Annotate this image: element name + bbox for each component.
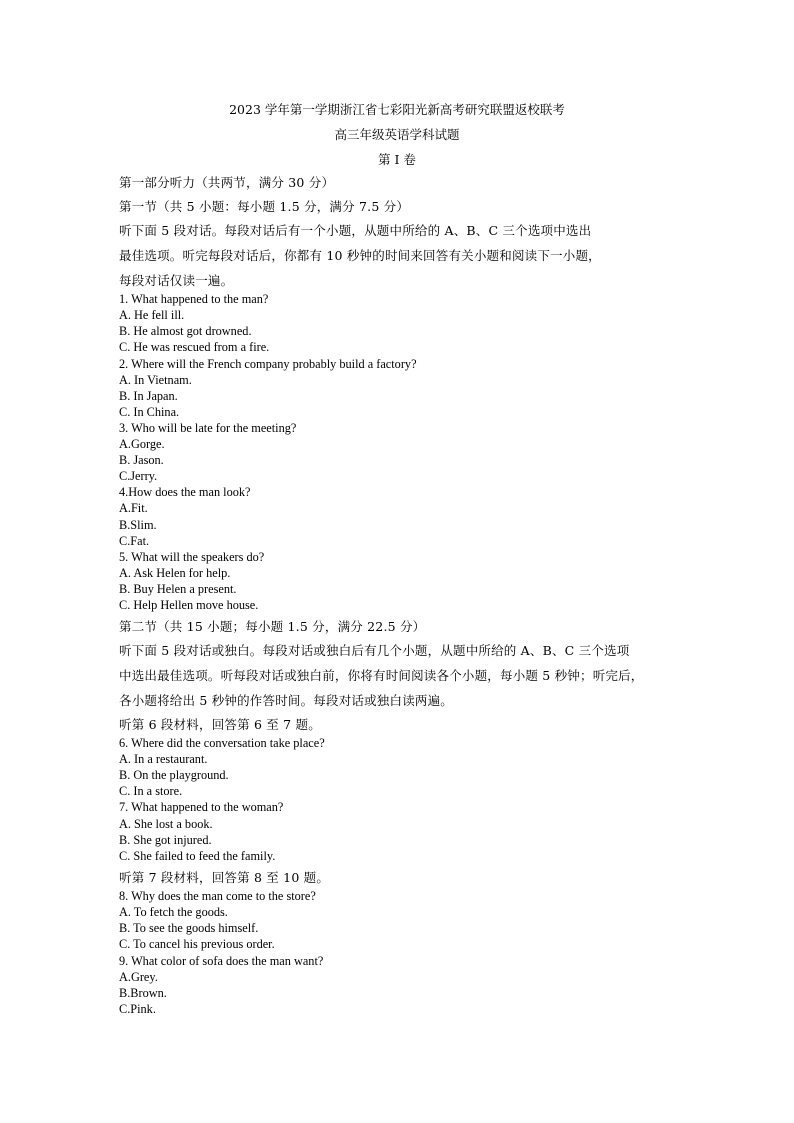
option-c: C. She failed to feed the family.: [119, 849, 276, 863]
section2-instruction-line: 听下面 5 段对话或独白。每段对话或独白后有几个小题，从题中所给的 A、B、C 三个选项: [119, 643, 630, 658]
question-1: 1. What happened to the man?: [119, 292, 269, 306]
option-a: A.Gorge.: [119, 437, 165, 451]
section1-instruction-line: 每段对话仅读一遍。: [119, 273, 234, 288]
option-c: C.Fat.: [119, 534, 150, 548]
option-c: C. To cancel his previous order.: [119, 937, 275, 951]
option-b: B.Slim.: [119, 518, 157, 532]
question-3: 3. Who will be late for the meeting?: [119, 421, 297, 435]
option-c: C. In China.: [119, 405, 180, 419]
section2-instruction-line: 各小题将给出 5 秒钟的作答时间。每段对话或独白读两遍。: [119, 693, 454, 708]
exam-title: 2023 学年第一学期浙江省七彩阳光新高考研究联盟返校联考: [229, 102, 565, 117]
option-b: B. He almost got drowned.: [119, 324, 252, 338]
option-a: A. Ask Helen for help.: [119, 566, 231, 580]
section1-instruction-line: 听下面 5 段对话。每段对话后有一个小题，从题中所给的 A、B、C 三个选项中选出: [119, 223, 592, 238]
option-a: A. She lost a book.: [119, 817, 213, 831]
question-4: 4.How does the man look?: [119, 485, 251, 499]
option-c: C. In a store.: [119, 784, 183, 798]
option-c: C.Jerry.: [119, 469, 158, 483]
option-b: B. She got injured.: [119, 833, 212, 847]
question-8: 8. Why does the man come to the store?: [119, 889, 316, 903]
material-6-heading: 听第 6 段材料，回答第 6 至 7 题。: [119, 717, 321, 732]
section1-instruction-line: 最佳选项。听完每段对话后，你都有 10 秒钟的时间来回答有关小题和阅读下一小题，: [119, 248, 601, 263]
question-2: 2. Where will the French company probably build a factory?: [119, 357, 417, 371]
option-a: A. To fetch the goods.: [119, 905, 228, 919]
section2-heading: 第二节（共 15 小题；每小题 1.5 分，满分 22.5 分）: [119, 619, 426, 634]
option-b: B. Buy Helen a present.: [119, 582, 237, 596]
material-7-heading: 听第 7 段材料，回答第 8 至 10 题。: [119, 870, 330, 885]
option-b: B. On the playground.: [119, 768, 229, 782]
question-5: 5. What will the speakers do?: [119, 550, 265, 564]
section2-instruction-line: 中选出最佳选项。听每段对话或独白前，你将有时间阅读各个小题，每小题 5 秒钟；听完后，: [119, 668, 644, 683]
question-9: 9. What color of sofa does the man want?: [119, 954, 324, 968]
section1-heading: 第一节（共 5 小题：每小题 1.5 分，满分 7.5 分）: [119, 199, 410, 214]
option-b: B. To see the goods himself.: [119, 921, 259, 935]
option-a: A. He fell ill.: [119, 308, 185, 322]
option-b: B. Jason.: [119, 453, 164, 467]
option-a: A.Grey.: [119, 970, 158, 984]
question-7: 7. What happened to the woman?: [119, 800, 284, 814]
question-6: 6. Where did the conversation take place?: [119, 736, 325, 750]
volume-label: 第 I 卷: [378, 152, 416, 167]
part1-heading: 第一部分听力（共两节，满分 30 分）: [119, 175, 335, 190]
option-c: C. He was rescued from a fire.: [119, 340, 270, 354]
option-a: A. In Vietnam.: [119, 373, 192, 387]
exam-subtitle: 高三年级英语学科试题: [334, 127, 460, 142]
option-a: A. In a restaurant.: [119, 752, 208, 766]
option-c: C.Pink.: [119, 1002, 156, 1016]
option-b: B. In Japan.: [119, 389, 178, 403]
option-c: C. Help Hellen move house.: [119, 598, 259, 612]
option-a: A.Fit.: [119, 501, 148, 515]
option-b: B.Brown.: [119, 986, 167, 1000]
